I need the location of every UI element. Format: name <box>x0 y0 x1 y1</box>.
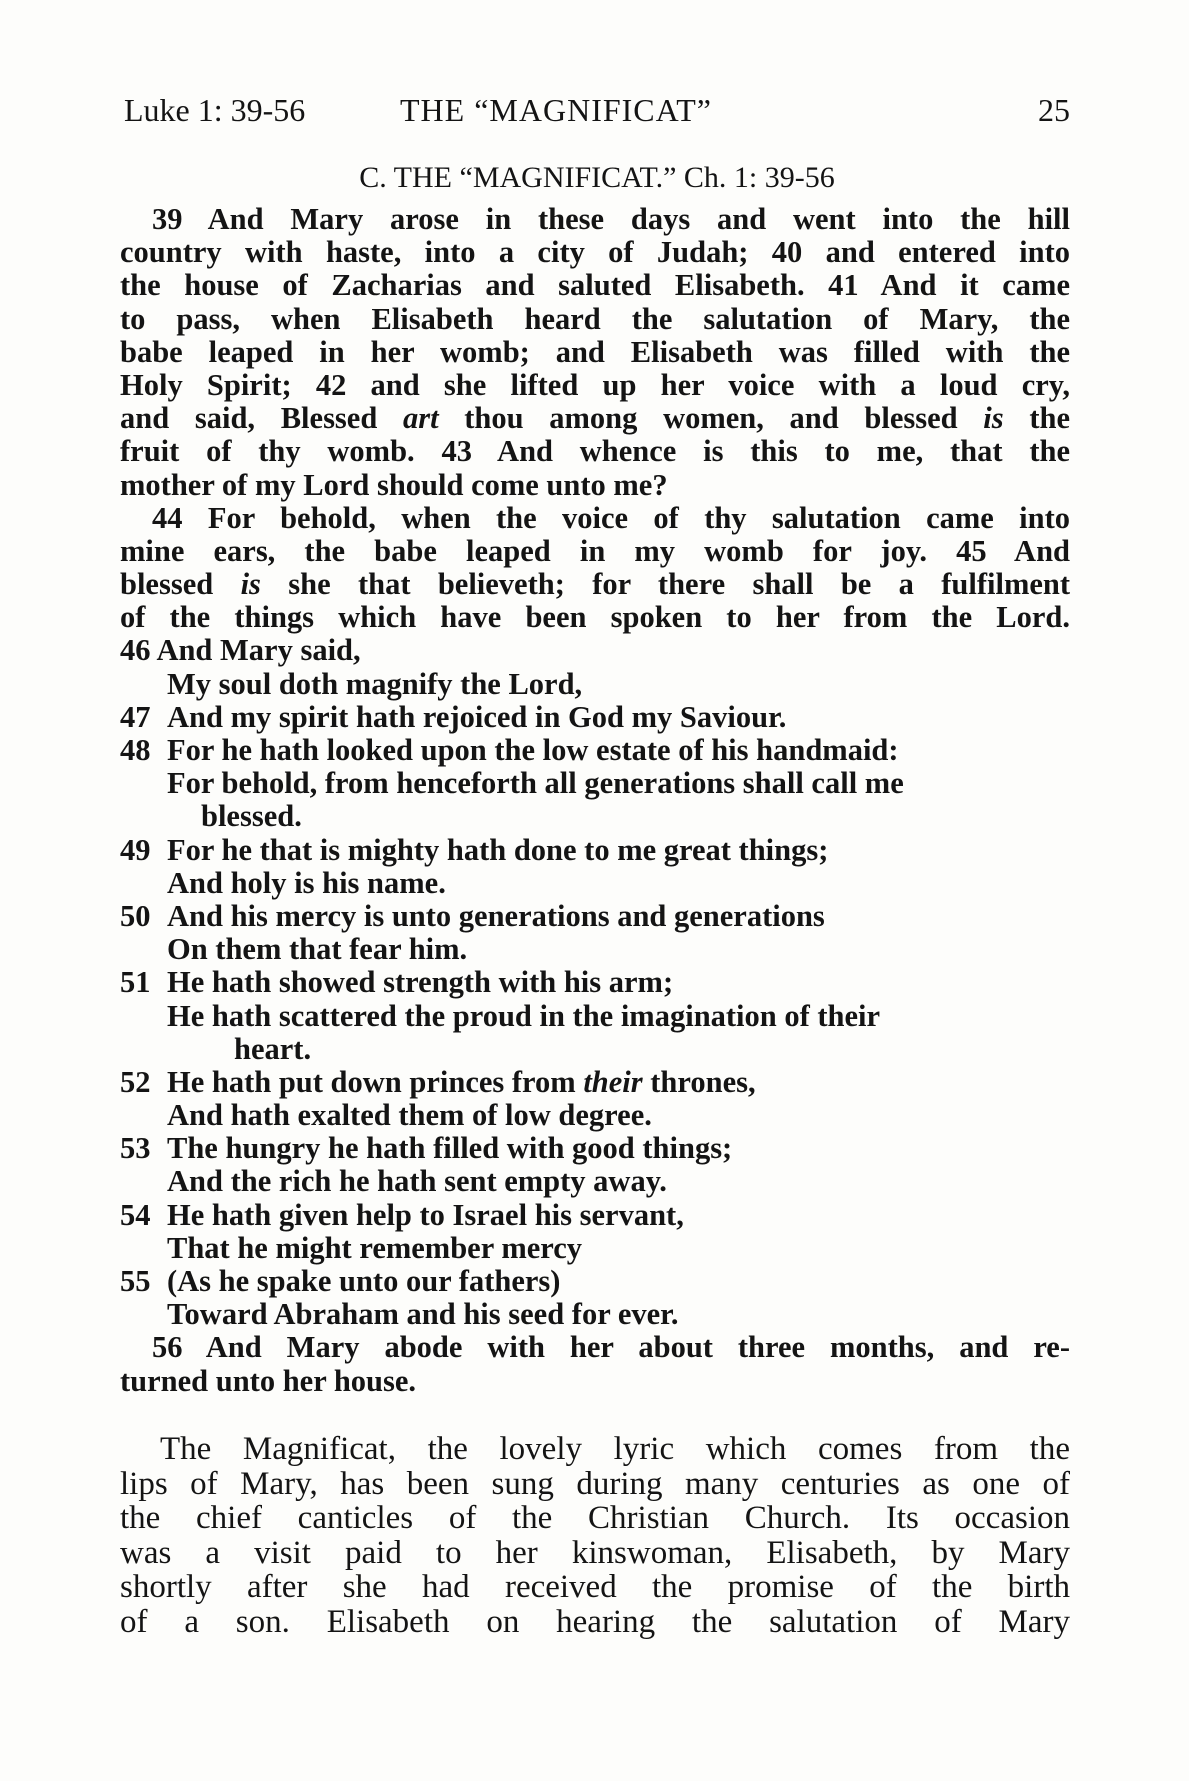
canticle-line: 48 For he hath looked upon the low estate of his handmaid: <box>120 733 899 767</box>
canticle-line: And the rich he hath sent empty away. <box>167 1164 667 1199</box>
scripture-line: 56 And Mary abode with her about three months, and re- <box>152 1330 1070 1365</box>
commentary-line: The Magnificat, the lovely lyric which comes from the <box>160 1431 1070 1467</box>
running-title: THE “MAGNIFICAT” <box>400 92 712 128</box>
verse-number: 51 <box>120 965 151 1000</box>
scripture-line: babe leaped in her womb; and Elisabeth was filled with the <box>120 334 1070 369</box>
scripture-line: country with haste, into a city of Judah; 40 and entered into <box>120 235 1070 270</box>
canticle-line: And holy is his name. <box>167 865 446 900</box>
scripture-line: blessed is she that believeth; for there shall be a fulfilment <box>120 567 1071 602</box>
scripture-line: 44 For behold, when the voice of thy salutation came into <box>152 500 1070 535</box>
canticle-line: 54 He hath given help to Israel his servant, <box>120 1197 684 1232</box>
verse-number: 50 <box>120 898 151 933</box>
canticle-line: heart. <box>234 1031 312 1066</box>
canticle-line: He hath scattered the proud in the imagination of their <box>167 998 881 1033</box>
scripture-line: the house of Zacharias and saluted Elisabeth. 41 And it came <box>120 268 1070 303</box>
verse-number: 47 <box>120 699 151 734</box>
canticle-line: 50 And his mercy is unto generations and generations <box>120 898 825 933</box>
commentary-line: was a visit paid to her kinswoman, Elisabeth, by Mary <box>120 1534 1070 1571</box>
scripture-text <box>120 203 1070 1398</box>
commentary-line: the chief canticles of the Christian Church. Its occasion <box>120 1500 1070 1537</box>
canticle-line: 49 For he that is mighty hath done to me great things; <box>120 832 829 867</box>
scripture-line: mine ears, the babe leaped in my womb for joy. 45 And <box>120 533 1070 568</box>
verse-number: 52 <box>120 1064 151 1099</box>
verse-number: 48 <box>120 733 151 767</box>
chapter-reference: Luke 1: 39-56 <box>124 92 306 128</box>
verse-number: 55 <box>120 1264 151 1298</box>
scripture-line: to pass, when Elisabeth heard the salutation of Mary, the <box>120 301 1070 336</box>
verse-number: 49 <box>120 832 151 867</box>
scripture-line: of the things which have been spoken to her from the Lord. <box>120 600 1070 635</box>
canticle-line: 55 (As he spake unto our fathers) <box>120 1264 561 1298</box>
canticle-line: 47 And my spirit hath rejoiced in God my Saviour. <box>120 699 787 734</box>
scripture-line: mother of my Lord should come unto me? <box>120 467 668 502</box>
scripture-line: Holy Spirit; 42 and she lifted up her voice with a loud cry, <box>120 367 1070 402</box>
canticle-line: And hath exalted them of low degree. <box>167 1098 652 1133</box>
canticle-line: blessed. <box>201 799 302 834</box>
canticle-line: For behold, from henceforth all generations shall call me <box>167 766 904 801</box>
verse-number: 53 <box>120 1131 151 1166</box>
running-head <box>124 88 1070 132</box>
canticle-line: Toward Abraham and his seed for ever. <box>167 1297 679 1332</box>
verse-46-intro: 46 And Mary said, <box>120 633 361 668</box>
scripture-line: and said, Blessed art thou among women, and blessed is the <box>120 401 1070 436</box>
canticle-line: 51 He hath showed strength with his arm; <box>120 965 674 1000</box>
commentary-paragraph <box>120 1431 1070 1640</box>
page-number: 25 <box>1038 92 1070 128</box>
canticle-line: On them that fear him. <box>167 932 468 967</box>
canticle-line: That he might remember mercy <box>167 1230 583 1265</box>
commentary-line: of a son. Elisabeth on hearing the salutation of Mary <box>120 1603 1070 1640</box>
canticle-line: 52 He hath put down princes from their thrones, <box>120 1064 756 1099</box>
commentary-line: lips of Mary, has been sung during many centuries as one of <box>120 1465 1070 1502</box>
section-heading: C. THE “MAGNIFICAT.” Ch. 1: 39-56 <box>359 161 835 194</box>
scripture-line: fruit of thy womb. 43 And whence is this to me, that the <box>120 434 1070 469</box>
verse-number: 54 <box>120 1197 151 1232</box>
canticle-line: 53 The hungry he hath filled with good things; <box>120 1131 733 1166</box>
commentary-line: shortly after she had received the promise of the birth <box>120 1569 1070 1606</box>
scripture-line: turned unto her house. <box>120 1363 417 1398</box>
canticle-line: My soul doth magnify the Lord, <box>167 666 583 701</box>
scripture-line: 39 And Mary arose in these days and went into the hill <box>152 202 1070 236</box>
